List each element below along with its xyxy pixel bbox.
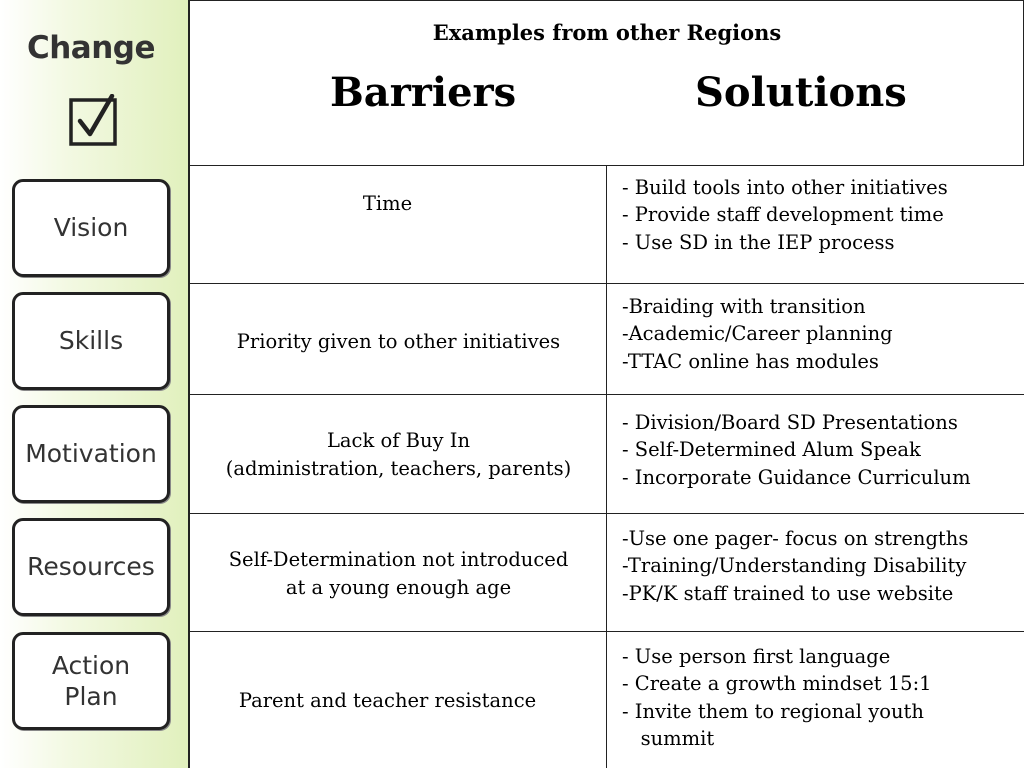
- solution-item: - Self-Determined Alum Speak: [622, 438, 921, 462]
- solution-item: summit: [622, 727, 715, 751]
- barrier-cell: [190, 632, 607, 768]
- solutions-cell: [607, 632, 1024, 768]
- sidebar-item-label: Plan: [64, 682, 118, 711]
- sidebar-item-label: Motivation: [25, 439, 157, 469]
- solution-item: - Use person first language: [622, 645, 891, 668]
- barrier-line: Self-Determination not introduced: [228, 548, 569, 571]
- solution-item: -Braiding with transition: [622, 295, 866, 318]
- solutions-cell: [607, 166, 1024, 283]
- barrier-cell: [190, 166, 607, 283]
- barrier-text: Priority given to other initiatives: [236, 330, 561, 353]
- table-row: [190, 514, 1024, 632]
- barrier-cell: [190, 395, 607, 513]
- sidebar: [0, 0, 190, 768]
- sidebar-item-vision[interactable]: [12, 179, 170, 277]
- table-row: [190, 395, 1024, 514]
- column-header-barriers: Barriers: [330, 69, 517, 116]
- table-row: [190, 632, 1024, 768]
- barrier-line: (administration, teachers, parents): [225, 457, 572, 481]
- solution-item: -Use one pager- focus on strengths: [622, 527, 969, 550]
- table-caption: Examples from other Regions: [432, 20, 782, 45]
- barrier-line: Lack of Buy In: [326, 429, 471, 452]
- barriers-solutions-table: [190, 0, 1024, 768]
- table-row: [190, 166, 1024, 284]
- column-header-solutions: Solutions: [695, 69, 907, 116]
- solutions-cell: [607, 514, 1024, 631]
- solution-item: - Build tools into other initiatives: [622, 176, 948, 199]
- barrier-text: [190, 546, 607, 603]
- solution-item: - Use SD in the IEP process: [622, 230, 895, 254]
- solution-item: - Division/Board SD Presentations: [622, 411, 958, 434]
- sidebar-item-label: Vision: [53, 213, 129, 243]
- sidebar-item-label: Action: [51, 650, 131, 680]
- solution-item: -Academic/Career planning: [622, 322, 893, 346]
- solution-item: -TTAC online has modules: [622, 349, 879, 373]
- solution-item: - Invite them to regional youth: [622, 699, 924, 723]
- sidebar-item-motivation[interactable]: [12, 405, 170, 503]
- barrier-cell: [190, 514, 607, 631]
- sidebar-item-action-plan[interactable]: [12, 632, 170, 730]
- sidebar-item-resources[interactable]: [12, 518, 170, 616]
- solution-item: - Provide staff development time: [622, 203, 944, 227]
- table-header: [190, 0, 1024, 166]
- barrier-text: [190, 427, 607, 484]
- barrier-cell: [190, 284, 607, 394]
- sidebar-item-label: Skills: [58, 326, 124, 356]
- solutions-cell: [607, 395, 1024, 513]
- solution-item: -PK/K staff trained to use website: [622, 581, 954, 605]
- change-title: Change: [26, 30, 156, 66]
- barrier-text: Parent and teacher resistance: [238, 689, 537, 712]
- sidebar-item-skills[interactable]: [12, 292, 170, 390]
- checkbox-checked-icon: [68, 94, 120, 146]
- barrier-text: Time: [362, 192, 413, 215]
- solution-item: - Create a growth mindset 15:1: [622, 672, 932, 696]
- sidebar-item-label: Resources: [27, 552, 155, 582]
- barrier-line: at a young enough age: [285, 576, 512, 600]
- solution-item: -Training/Understanding Disability: [622, 554, 967, 578]
- solutions-cell: [607, 284, 1024, 394]
- table-row: [190, 284, 1024, 395]
- solution-item: - Incorporate Guidance Curriculum: [622, 465, 971, 489]
